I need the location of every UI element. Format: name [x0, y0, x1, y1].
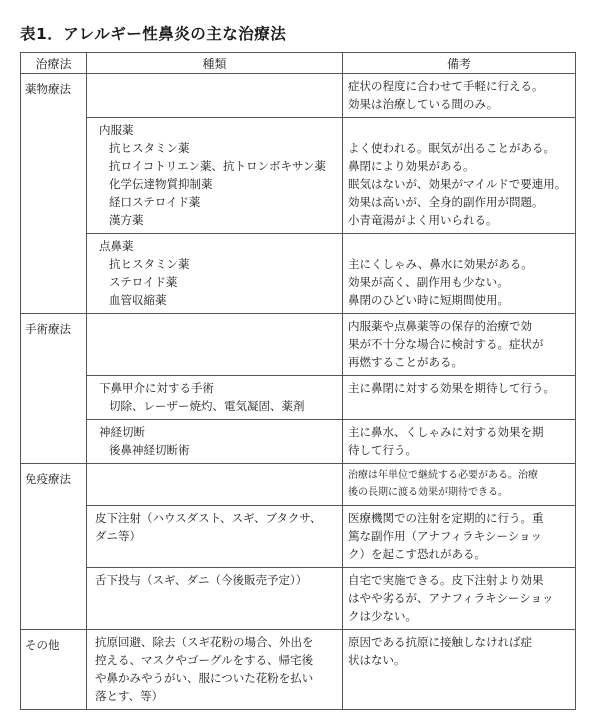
turbinate-heading: 下鼻甲介に対する手術 [99, 381, 214, 395]
text-line: や鼻かみやうがい、服についた花粉を払い [95, 671, 314, 685]
text-line: 主に鼻水、くしゃみに対する効果を期 [348, 425, 544, 439]
category-immuno: 免疫療法 [21, 464, 87, 630]
header-type: 種類 [87, 53, 343, 74]
table-row [21, 420, 576, 464]
text-line: 舌下投与（スギ、ダニ（今後販売予定）） [95, 573, 308, 587]
text-line: 内服薬や点鼻薬等の保存的治療で効 [348, 319, 532, 333]
text-line: 眠気はないが、効果がマイルドで要連用。 [348, 177, 567, 191]
nasal-notes [343, 234, 576, 314]
immuno-type-blank [87, 464, 343, 506]
text-line: 漢方薬 [109, 213, 144, 227]
text-line: 原因である抗原に接触しなければ症 [348, 635, 532, 649]
text-line: 主に鼻閉に対する効果を期待して行う。 [348, 381, 555, 395]
sublingual-administration [87, 568, 343, 630]
subcutaneous-injection [87, 506, 343, 568]
text-line: 小青竜湯がよく用いられる。 [348, 213, 498, 227]
surgery-main-notes [343, 314, 576, 376]
subcutaneous-notes [343, 506, 576, 568]
oral-items [95, 139, 336, 229]
table-row [21, 568, 576, 630]
text-line: 果が不十分な場合に検討する。症状が [348, 337, 544, 351]
text-line: 後鼻神経切断術 [109, 443, 190, 457]
oral-heading: 内服薬 [99, 123, 134, 137]
immuno-main-notes [343, 464, 576, 506]
text-line: 後の長期に渡る効果が期待できる。 [348, 487, 508, 498]
text-line: 抗ロイコトリエン薬、抗トロンボキサン薬 [109, 159, 326, 173]
text-line: 化学伝達物質抑制薬 [109, 177, 213, 191]
text-line: 控える、マスクやゴーグルをする、帰宅後 [95, 653, 314, 667]
text-line: 鼻閉のひどい時に短期間使用。 [348, 293, 509, 307]
text-line: クは少ない。 [348, 609, 417, 623]
turbinate-items [95, 397, 336, 415]
category-drug: 薬物療法 [21, 74, 87, 314]
oral-notes [343, 118, 576, 234]
text-line: 効果が高く、副作用も少ない。 [348, 275, 509, 289]
text-line: 自宅で実施できる。皮下注射より効果 [348, 573, 544, 587]
sublingual-notes [343, 568, 576, 630]
header-treatment: 治療法 [21, 53, 87, 74]
table-row [21, 234, 576, 314]
drug-type-blank [87, 74, 343, 118]
turbinate-notes [343, 376, 576, 420]
table-title: 表1．アレルギー性鼻炎の主な治療法 [20, 25, 287, 43]
category-other: その他 [21, 630, 87, 710]
text-line: 効果は治療している間のみ。 [348, 97, 499, 111]
header-row [21, 53, 576, 74]
treatment-table [20, 52, 576, 710]
nasal-heading: 点鼻薬 [99, 239, 134, 253]
header-notes: 備考 [343, 53, 576, 74]
table-row [21, 464, 576, 506]
nerve-heading: 神経切断 [99, 425, 145, 439]
nasal-items [95, 255, 336, 309]
text-line: 篤な副作用（アナフィラキシーショッ [348, 529, 543, 543]
text-line: 抗ヒスタミン薬 [109, 141, 190, 155]
text-line: 血管収縮薬 [109, 293, 167, 307]
category-surgery: 手術療法 [21, 314, 87, 464]
drug-main-notes [343, 74, 576, 118]
nerve-surgery [87, 420, 343, 464]
text-line: 経口ステロイド薬 [109, 195, 201, 209]
text-line: 待して行う。 [348, 443, 417, 457]
text-line: 鼻閉により効果がある。 [348, 159, 475, 173]
text-line: 抗原回避、除去（スギ花粉の場合、外出を [95, 635, 314, 649]
text-line: よく使われる。眠気が出ることがある。 [348, 141, 555, 155]
text-line: 治療は年単位で継続する必要がある。治療 [348, 470, 538, 481]
table-row [21, 630, 576, 710]
turbinate-surgery [87, 376, 343, 420]
nasal-drugs [87, 234, 343, 314]
text-line: 抗ヒスタミン薬 [109, 257, 190, 271]
nerve-notes [343, 420, 576, 464]
antigen-avoidance [87, 630, 343, 710]
text-line: 症状の程度に合わせて手軽に行える。 [348, 79, 544, 93]
text-line: 状はない。 [348, 653, 406, 667]
table-row [21, 376, 576, 420]
table-row [21, 74, 576, 118]
text-line: 切除、レーザー焼灼、電気凝固、薬剤 [109, 399, 305, 413]
text-line: 医療機関での注射を定期的に行う。重 [348, 511, 544, 525]
text-line: ステロイド薬 [109, 275, 178, 289]
text-line: はやや劣るが、アナフィラキシーショッ [348, 591, 554, 605]
text-line: 効果は高いが、全身的副作用が問題。 [348, 195, 544, 209]
text-line: 再燃することがある。 [348, 355, 463, 369]
text-line: ダニ等） [95, 529, 141, 543]
oral-drugs [87, 118, 343, 234]
table-row [21, 118, 576, 234]
nerve-items [95, 441, 336, 459]
text-line: ク）を起こす恐れがある。 [348, 547, 486, 561]
other-notes [343, 630, 576, 710]
table-row [21, 506, 576, 568]
table-row [21, 314, 576, 376]
text-line: 落とす、等） [95, 689, 164, 703]
text-line: 皮下注射（ハウスダスト、スギ、ブタクサ、 [95, 511, 322, 525]
surgery-type-blank [87, 314, 343, 376]
text-line: 主にくしゃみ、鼻水に効果がある。 [348, 257, 533, 271]
